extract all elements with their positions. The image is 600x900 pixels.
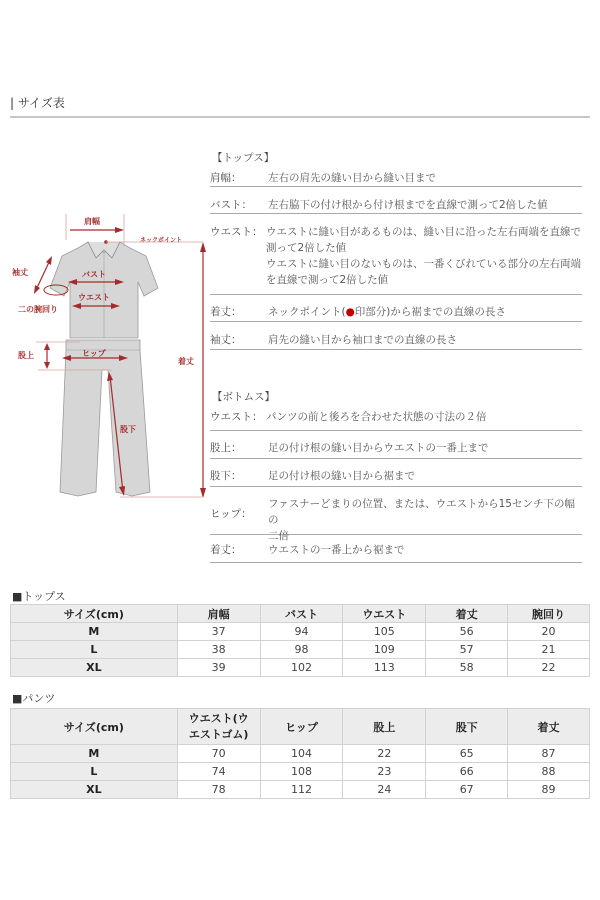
- tops-table-label: ■トップス: [12, 590, 66, 603]
- value-cell: 67: [426, 781, 508, 799]
- guide-row-bottoms-hip: [210, 496, 582, 542]
- guide-text-part: 印部分)から裾までの直線の長さ: [354, 306, 506, 318]
- value-cell: 38: [177, 641, 260, 659]
- table-row: [11, 781, 590, 799]
- header-hip: ヒップ: [260, 709, 343, 745]
- table-row: [11, 659, 590, 677]
- value-cell: 112: [260, 781, 343, 799]
- guide-text: 左右の肩先の縫い目から縫い目まで: [268, 172, 436, 184]
- guide-text: [266, 224, 582, 288]
- guide-text-line: ウエストに縫い目があるものは、縫い目に沿った左右両端を直線で: [266, 226, 581, 238]
- guide-key: バスト：: [210, 199, 252, 211]
- table-row: [11, 763, 590, 781]
- value-cell: 78: [177, 781, 260, 799]
- value-cell: 74: [177, 763, 260, 781]
- header-length: 着丈: [426, 605, 508, 623]
- label-sleeve: 袖丈: [12, 268, 28, 277]
- header-size: サイズ(cm): [11, 605, 178, 623]
- pants-size-table: [10, 708, 590, 799]
- label-hip: ヒップ: [82, 349, 106, 358]
- value-cell: 104: [260, 745, 343, 763]
- size-cell: XL: [11, 781, 178, 799]
- value-cell: 20: [508, 623, 590, 641]
- value-cell: 24: [343, 781, 426, 799]
- guide-key: 着丈：: [210, 306, 242, 318]
- value-cell: 23: [343, 763, 426, 781]
- guide-row-bottoms-rise: [210, 440, 582, 459]
- value-cell: 105: [343, 623, 426, 641]
- value-cell: 39: [177, 659, 260, 677]
- value-cell: 88: [508, 763, 590, 781]
- guide-text: 足の付け根の縫い目から裾まで: [268, 470, 415, 482]
- header-size: サイズ(cm): [11, 709, 178, 745]
- label-bust: バスト: [82, 270, 106, 279]
- label-rise: 股上: [18, 351, 34, 360]
- guide-key: 肩幅：: [210, 172, 242, 184]
- guide-text: 足の付け根の縫い目からウエストの一番上まで: [268, 442, 489, 454]
- header-inseam: 股下: [426, 709, 508, 745]
- label-neck-point: ネックポイント: [140, 237, 183, 244]
- tops-guide-heading: 【トップス】: [212, 152, 275, 164]
- label-upper-arm: 二の腕回り: [18, 305, 58, 314]
- value-cell: 22: [508, 659, 590, 677]
- bottoms-guide-heading: 【ボトムス】: [212, 391, 275, 403]
- title-divider: [10, 116, 590, 118]
- guide-text: 肩先の縫い目から袖口までの直線の長さ: [268, 334, 457, 346]
- value-cell: 57: [426, 641, 508, 659]
- guide-row-tops-shoulder: [210, 170, 582, 187]
- value-cell: 56: [426, 623, 508, 641]
- value-cell: 37: [177, 623, 260, 641]
- guide-text: [268, 304, 582, 320]
- value-cell: 113: [343, 659, 426, 677]
- guide-text-line: 二倍: [268, 530, 289, 542]
- value-cell: 98: [260, 641, 343, 659]
- label-inseam: 股下: [120, 425, 136, 434]
- guide-text-part: ネックポイント(: [268, 306, 346, 318]
- value-cell: 65: [426, 745, 508, 763]
- guide-text: [268, 496, 582, 544]
- header-bust: バスト: [260, 605, 343, 623]
- table-row: [11, 745, 590, 763]
- value-cell: 87: [508, 745, 590, 763]
- guide-row-bottoms-inseam: [210, 468, 582, 487]
- size-cell: M: [11, 745, 178, 763]
- guide-key: 股下：: [210, 470, 242, 482]
- value-cell: 21: [508, 641, 590, 659]
- size-cell: L: [11, 763, 178, 781]
- label-length: 着丈: [178, 357, 194, 366]
- size-cell: M: [11, 623, 178, 641]
- guide-text-line: を直線で測って2倍した値: [266, 274, 389, 286]
- table-row: [11, 623, 590, 641]
- measurement-diagram: [0, 200, 210, 510]
- value-cell: 109: [343, 641, 426, 659]
- size-cell: XL: [11, 659, 178, 677]
- guide-row-bottoms-waist: [210, 409, 582, 431]
- guide-key: 着丈：: [210, 544, 242, 556]
- size-cell: L: [11, 641, 178, 659]
- page-title: | サイズ表: [10, 96, 65, 110]
- header-arm: 腕回り: [508, 605, 590, 623]
- value-cell: 108: [260, 763, 343, 781]
- guide-key: 股上：: [210, 442, 242, 454]
- guide-row-tops-sleeve: [210, 332, 582, 350]
- header-length: 着丈: [508, 709, 590, 745]
- label-shoulder: 肩幅: [84, 217, 100, 226]
- guide-key: ウエスト：: [210, 411, 263, 423]
- value-cell: 70: [177, 745, 260, 763]
- guide-key: 袖丈：: [210, 334, 242, 346]
- header-rise: 股上: [343, 709, 426, 745]
- guide-text: 左右脇下の付け根から付け根までを直線で測って2倍した値: [268, 199, 548, 211]
- guide-text: ウエストの一番上から裾まで: [268, 544, 405, 556]
- pants-table-label: ■パンツ: [12, 692, 56, 705]
- tops-size-table: [10, 604, 590, 677]
- value-cell: 58: [426, 659, 508, 677]
- header-waist: ウエスト(ウエストゴム): [177, 709, 260, 745]
- value-cell: 94: [260, 623, 343, 641]
- guide-text: パンツの前と後ろを合わせた状態の寸法の２倍: [266, 411, 487, 423]
- guide-row-tops-waist: [210, 224, 582, 295]
- guide-row-tops-bust: [210, 197, 582, 214]
- value-cell: 66: [426, 763, 508, 781]
- value-cell: 89: [508, 781, 590, 799]
- header-waist: ウエスト: [343, 605, 426, 623]
- guide-text-line: ウエストに縫い目のないものは、一番くびれている部分の左右両端: [266, 258, 581, 270]
- header-shoulder: 肩幅: [177, 605, 260, 623]
- value-cell: 102: [260, 659, 343, 677]
- guide-text-line: 測って2倍した値: [266, 242, 347, 254]
- table-row: [11, 641, 590, 659]
- guide-row-tops-length: [210, 304, 582, 322]
- guide-key: ヒップ：: [210, 508, 252, 520]
- value-cell: 22: [343, 745, 426, 763]
- guide-text-line: ファスナーどまりの位置、または、ウエストから15センチ下の幅の: [268, 498, 575, 526]
- label-waist: ウエスト: [78, 293, 110, 302]
- guide-key: ウエスト：: [210, 226, 263, 238]
- guide-row-bottoms-length: [210, 542, 582, 563]
- neck-point-dot-icon: ●: [345, 306, 355, 318]
